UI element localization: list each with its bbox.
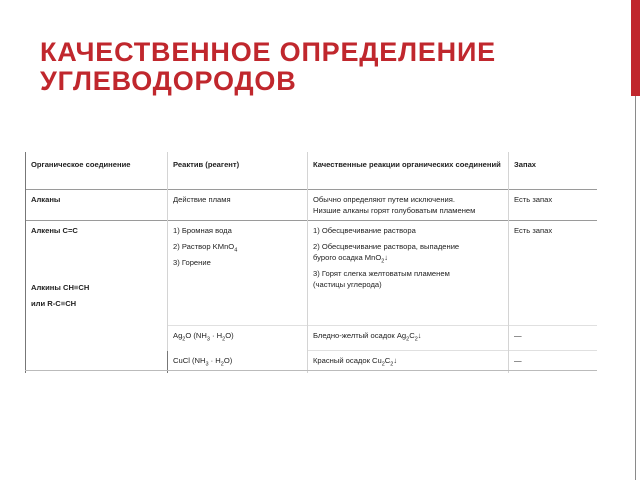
table-row-alkynes-a: [26, 326, 598, 351]
reaction-alkenes-2-line2: [313, 252, 503, 263]
compound-alkynes-line1: Алкины СН≡СН: [31, 282, 90, 292]
reagent-alkenes-2-text: 2) Раствор KMnO: [173, 242, 235, 251]
reagent-alkenes-2: [173, 241, 302, 252]
reaction-alkenes-3: [313, 268, 503, 290]
header-smell: Запах: [509, 152, 598, 190]
table-row-alkenes: [26, 221, 598, 326]
reactions-table: [25, 152, 597, 373]
reaction-alkenes-2: [313, 241, 503, 263]
subscript: 3: [205, 361, 209, 368]
cell-compound-alkanes: Алканы: [26, 190, 168, 221]
reagent-text: Ag: [173, 331, 183, 340]
reagent-text: O (NH: [185, 331, 207, 340]
reagent-text: · H: [208, 355, 221, 365]
table-row-alkanes: [26, 190, 598, 221]
subscript: 2: [390, 361, 394, 368]
reaction-alkanes-line2: Низшие алканы горят голубоватым пламенем: [313, 206, 476, 215]
precipitate-arrow: ↓: [384, 253, 389, 262]
slide-edge-rule: [635, 96, 636, 480]
reagent-text: · H: [209, 331, 223, 340]
subscript: 2: [220, 361, 224, 368]
cell-smell-alkenes: Есть запах: [509, 221, 598, 326]
reaction-alkanes-line1: Обычно определяют путем исключения.: [313, 195, 455, 204]
reaction-alkenes-3-line2: (частицы углерода): [313, 280, 382, 289]
precipitate-arrow: ↓: [417, 331, 422, 340]
subscript: 4: [234, 247, 238, 254]
header-reagent: Реактив (реагент): [168, 152, 308, 190]
cell-reagent-alkanes: Действие пламя: [168, 190, 308, 221]
cell-smell-alkynes-b: —: [509, 351, 598, 374]
header-compound: Органическое соединение: [26, 152, 168, 190]
cell-reagent-alkenes: [168, 221, 308, 326]
table-header-row: [26, 152, 598, 190]
slide-title: КАЧЕСТВЕННОЕ ОПРЕДЕЛЕНИЕ УГЛЕВОДОРОДОВ: [40, 37, 496, 96]
table-bottom-border: [25, 370, 597, 371]
reagent-text: O): [225, 331, 234, 340]
cell-compound-alkynes: [26, 282, 168, 374]
compound-alkynes-line2: или R-C≡CH: [31, 298, 77, 308]
cell-smell-alkanes: Есть запах: [509, 190, 598, 221]
subscript: 2: [381, 361, 385, 368]
reaction-text: C: [384, 356, 391, 365]
reaction-text: C: [409, 331, 415, 340]
cell-compound-alkenes: Алкены С=С: [26, 221, 168, 326]
reactions-table-container: [25, 152, 597, 373]
reagent-alkenes-3: 3) Горение: [173, 258, 211, 267]
accent-strip: [631, 0, 640, 96]
subscript: 3: [206, 336, 210, 343]
precipitate-arrow: ↓: [393, 356, 398, 365]
reaction-alkenes-1: 1) Обесцвечивание раствора: [313, 226, 416, 235]
reaction-text: Красный осадок Cu: [313, 356, 382, 365]
reagent-alkenes-1: 1) Бромная вода: [173, 226, 232, 235]
cell-reaction-alkanes: [308, 190, 509, 221]
subscript: 2: [414, 336, 418, 343]
subscript: 2: [381, 258, 385, 265]
reaction-text: Бледно-желтый осадок Ag: [313, 331, 407, 340]
subscript: 2: [182, 336, 186, 343]
reaction-alkenes-2-text: бурого осадка MnO: [313, 253, 382, 262]
reaction-alkenes-2-line1: 2) Обесцвечивание раствора, выпадение: [313, 242, 460, 251]
header-reactions: Качественные реакции органических соединений: [308, 152, 509, 190]
reagent-text: O): [223, 355, 233, 365]
subscript: 2: [222, 336, 226, 343]
cell-reagent-alkynes-a: [168, 326, 308, 351]
cell-smell-alkynes-a: —: [509, 326, 598, 351]
cell-reaction-alkenes: [308, 221, 509, 326]
reagent-text: CuCl (NH: [173, 355, 206, 365]
subscript: 2: [406, 336, 410, 343]
cell-reaction-alkynes-a: [308, 326, 509, 351]
reaction-alkenes-3-line1: 3) Горят слегка желтоватым пламенем: [313, 269, 450, 278]
